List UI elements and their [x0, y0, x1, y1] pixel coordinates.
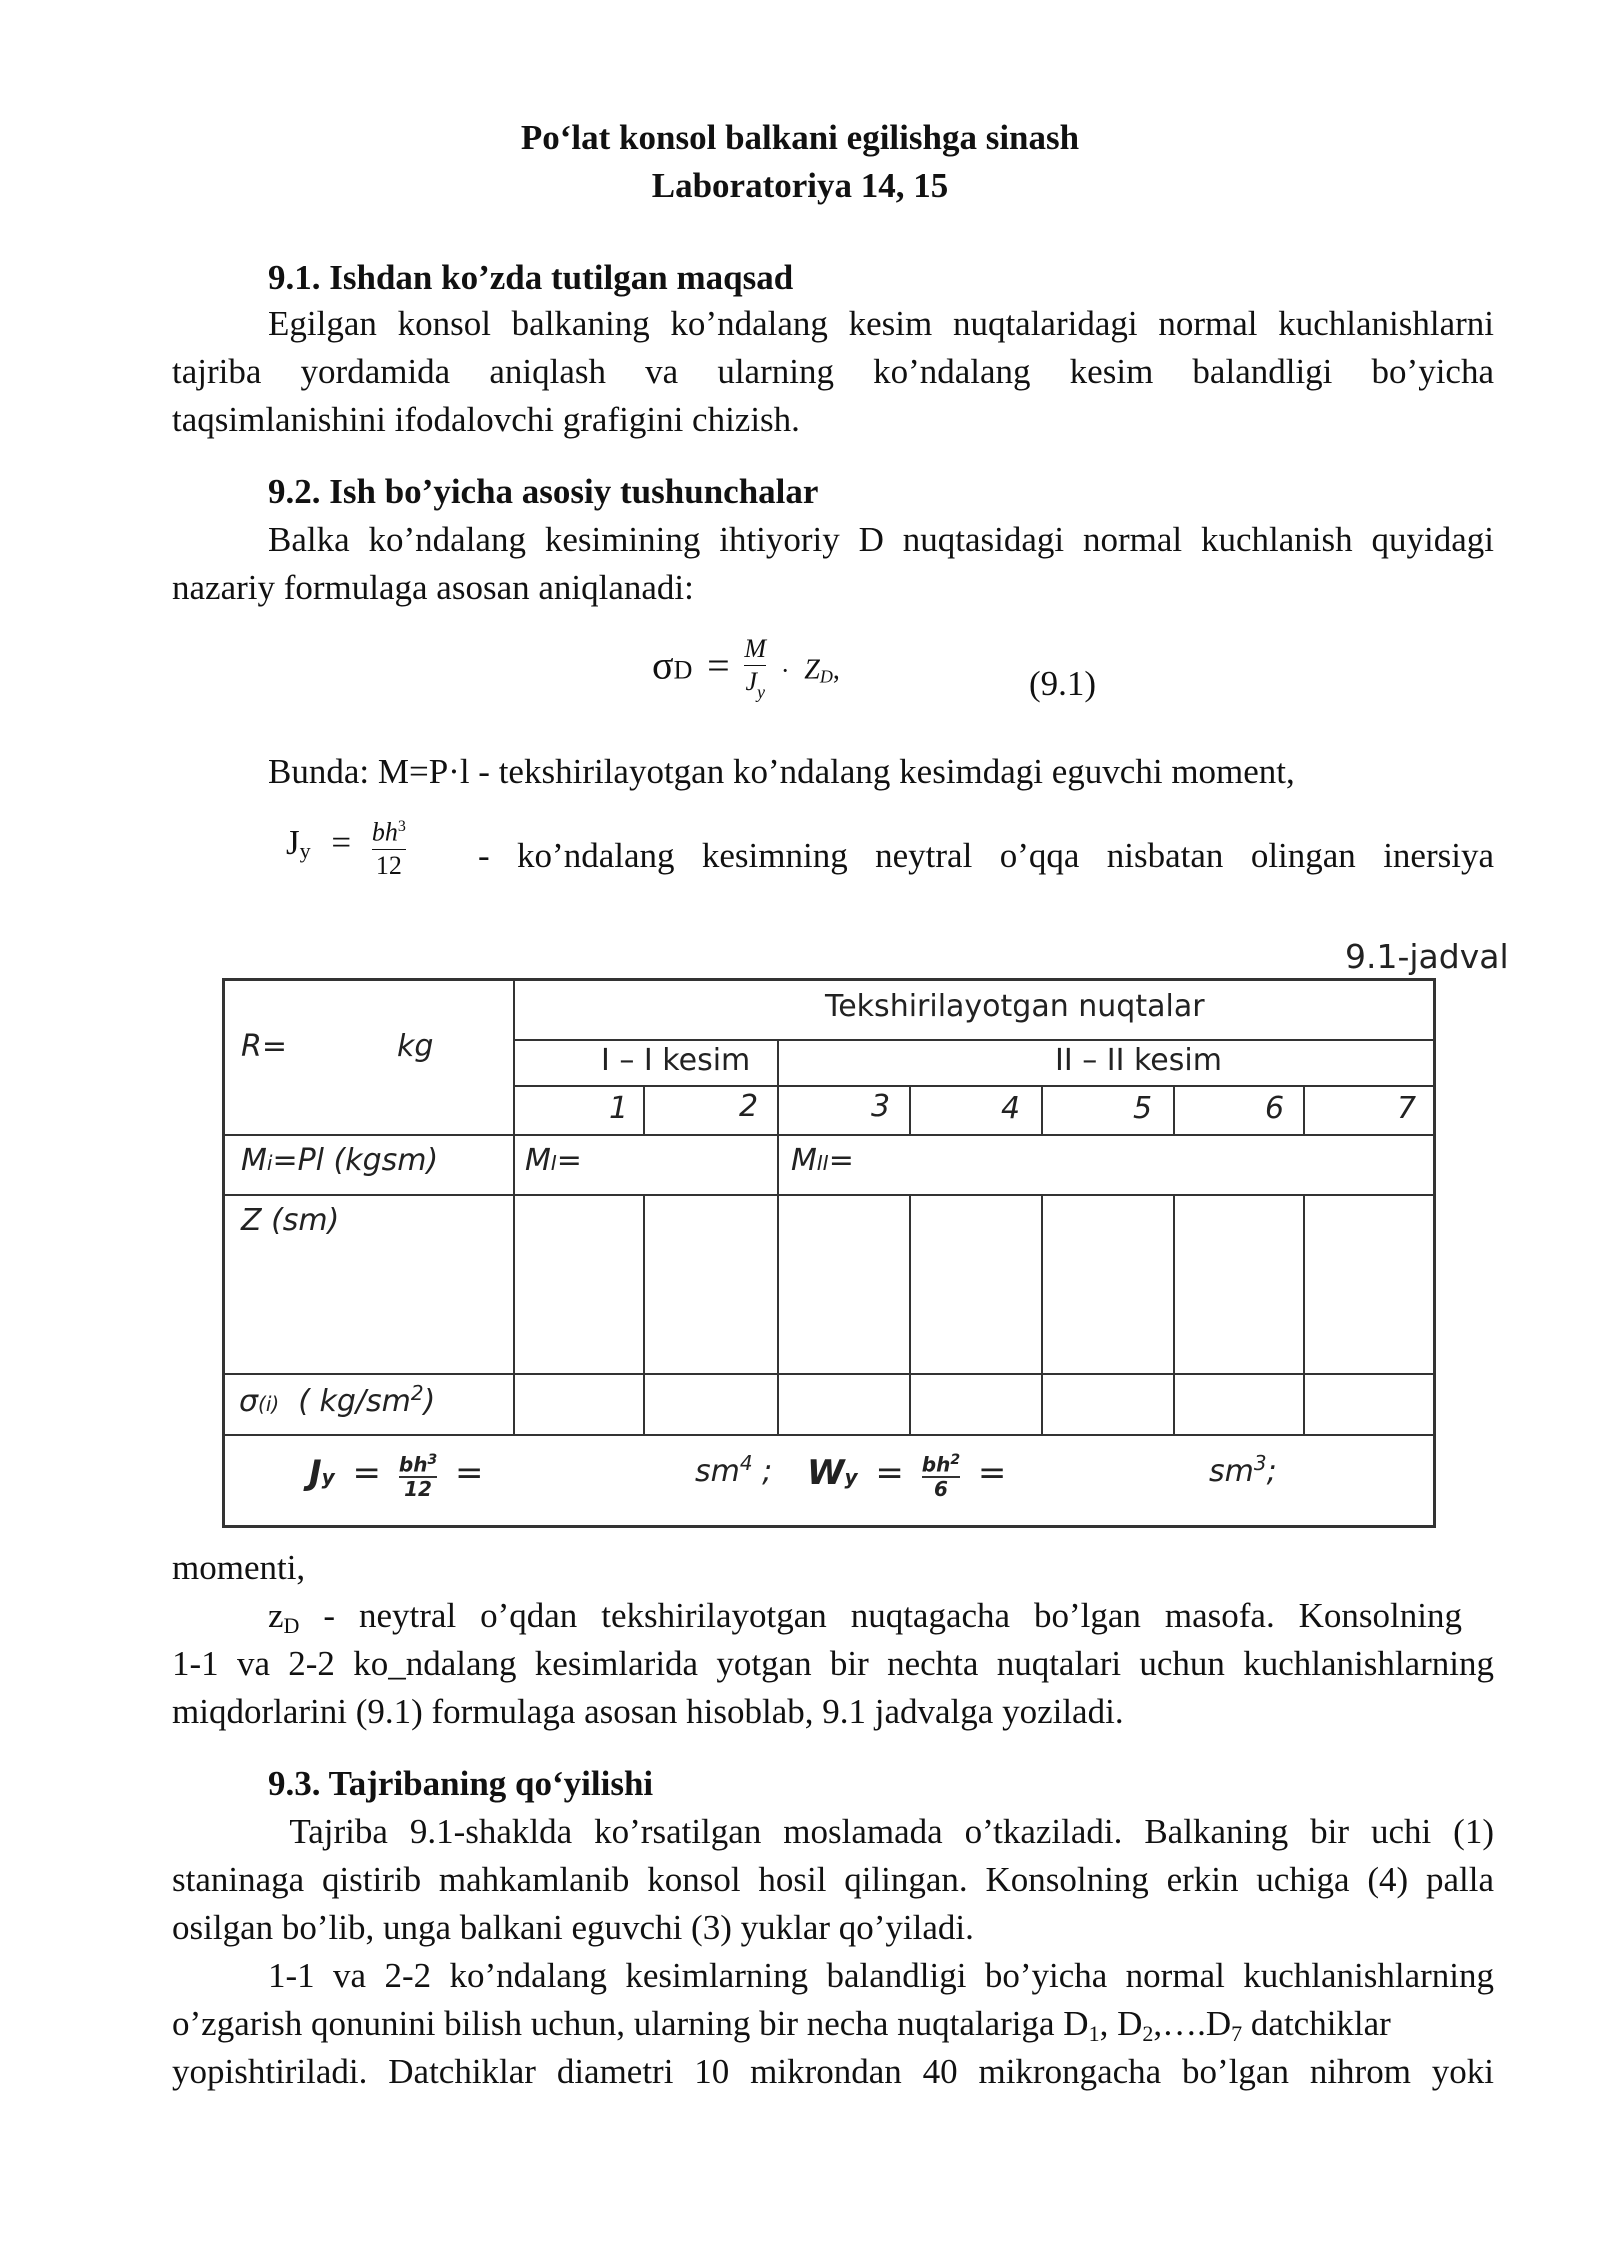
table-point: 6 — [1265, 1091, 1285, 1126]
jy-label: Jy — [286, 823, 311, 864]
paragraph-line: Bunda: M=P·l - tekshirilayotgan ko’ndalang kesimdagi eguvchi moment, — [268, 752, 1295, 791]
paragraph-line: staninaga qistirib mahkamlanib konsol hosil qilingan. Konsolning erkin uchiga (4) palla — [172, 1860, 1494, 1899]
formula-sigma-sub: D — [673, 655, 693, 685]
paragraph-line: yopishtiriladi. Datchiklar diametri 10 mikrondan 40 mikrongacha bo’lgan nihrom yoki — [172, 2052, 1494, 2091]
table-group-header: Tekshirilayotgan nuqtalar — [825, 989, 1205, 1024]
paragraph-line: o’zgarish qonunini bilish uchun, ularning bir necha nuqtalariga $D_1$, $D_2,\dots.D_7$ datchiklar — [172, 2004, 1391, 2046]
paragraph-line: Egilgan konsol balkaning ko’ndalang kesim nuqtalaridagi normal kuchlanishlarni — [268, 304, 1494, 343]
fraction-bar — [744, 665, 766, 666]
table-rule — [513, 1085, 1433, 1087]
table-9-1 — [222, 978, 1436, 1528]
table-point: 7 — [1397, 1091, 1417, 1126]
paragraph-line: - ko’ndalang kesimning neytral o’qqa nisbatan olingan inersiya — [478, 836, 1494, 875]
paragraph-line: Tajriba 9.1-shaklda ko’rsatilgan moslamada o’tkaziladi. Balkaning bir uchi (1) — [268, 1812, 1494, 1851]
table-footer-wy: Wy = $\frac{bh^2}{6}$ = — [807, 1452, 1007, 1501]
section-heading-9-3: 9.3. Tajribaning qo‘yilishi — [268, 1764, 654, 1803]
table-rule — [513, 981, 515, 1434]
jy-equals: = — [331, 823, 352, 863]
table-row-z: Z (sm) — [241, 1203, 340, 1238]
table-rule — [909, 1194, 911, 1434]
paragraph-line: miqdorlarini (9.1) formulaga asosan hisoblab, 9.1 jadvalga yoziladi. — [172, 1692, 1124, 1731]
paragraph-line: 1-1 va 2-2 ko_ndalang kesimlarida yotgan bir nechta nuqtalari uchun kuchlanishlarning — [172, 1644, 1494, 1683]
paragraph-line: 1-1 va 2-2 ko’ndalang kesimlarning balandligi bo’yicha normal kuchlanishlarning — [268, 1956, 1494, 1995]
formula-jy — [286, 812, 406, 881]
table-rule — [225, 1434, 1433, 1436]
table-point: 4 — [1001, 1091, 1021, 1126]
table-point: 2 — [739, 1089, 759, 1124]
table-r-label: R= — [241, 1029, 287, 1064]
table-row-sigma: σ(i) ( $kg/sm^2$) — [239, 1381, 436, 1419]
section-heading-9-1: 9.1. Ishdan ko’zda tutilgan maqsad — [268, 258, 794, 297]
table-rule — [1303, 1085, 1305, 1134]
paragraph-line: momenti, — [172, 1548, 306, 1587]
table-point: 3 — [871, 1089, 891, 1124]
table-caption: 9.1-jadval — [1345, 937, 1509, 976]
table-rule — [643, 1085, 645, 1134]
table-section-1: I – I kesim — [601, 1043, 751, 1078]
table-footer-wy-unit: $sm^3$; — [1209, 1451, 1277, 1489]
formula-sigma: σ — [652, 642, 674, 688]
formula-z: Z — [804, 654, 820, 686]
jy-numerator: $bh^3$ — [371, 817, 406, 847]
table-rule — [1041, 1194, 1043, 1434]
table-point: 1 — [609, 1091, 629, 1126]
table-rule — [777, 1039, 779, 1434]
jy-fraction — [372, 812, 406, 881]
table-rule — [225, 1134, 1433, 1136]
table-rule — [1041, 1085, 1043, 1134]
table-section-2: II – II kesim — [1055, 1043, 1222, 1078]
formula-fraction — [744, 634, 766, 707]
paragraph-line: $z_D$ - neytral o’qdan tekshirilayotgan nuqtagacha bo’lgan masofa. Konsolning — [268, 1596, 1462, 1638]
table-rule — [1173, 1194, 1175, 1434]
formula-comma: , — [832, 654, 840, 686]
document-title: Po‘lat konsol balkani egilishga sinash — [520, 118, 1080, 157]
table-rule — [1303, 1194, 1305, 1434]
table-row-moment: Mi=Pl (kgsm) — [241, 1143, 439, 1178]
table-m1: MI= — [525, 1143, 582, 1178]
table-rule — [1173, 1085, 1175, 1134]
table-rule — [909, 1085, 911, 1134]
table-footer-jy-unit: $sm^4$ ; — [695, 1451, 773, 1489]
fraction-bar — [372, 849, 406, 850]
formula-dot: · — [780, 655, 790, 685]
table-rule — [643, 1194, 645, 1434]
formula-equals: = — [707, 642, 730, 688]
formula-numerator: M — [744, 634, 767, 663]
table-m2: MII= — [791, 1143, 854, 1178]
jy-denominator: 12 — [375, 850, 402, 880]
formula-denominator: $J_y$ — [745, 667, 766, 702]
section-heading-9-2: 9.2. Ish bo’yicha asosiy tushunchalar — [268, 472, 819, 511]
paragraph-line: taqsimlanishini ifodalovchi grafigini chizish. — [172, 400, 800, 439]
paragraph-line: osilgan bo’lib, unga balkani eguvchi (3) yuklar qo’yiladi. — [172, 1908, 974, 1947]
paragraph-line: Balka ko’ndalang kesimining ihtiyoriy D nuqtasidagi normal kuchlanish quyidagi — [268, 520, 1494, 559]
paragraph-line: nazariy formulaga asosan aniqlanadi: — [172, 568, 694, 607]
formula-9-1 — [652, 634, 840, 707]
table-rule — [225, 1373, 1433, 1375]
table-footer-jy: Jy = $\frac{bh^3}{12}$ = — [309, 1452, 484, 1501]
paragraph-line: tajriba yordamida aniqlash va ularning ko’ndalang kesim balandligi bo’yicha — [172, 352, 1494, 391]
document-subtitle: Laboratoriya 14, 15 — [651, 166, 949, 205]
table-r-unit: kg — [397, 1029, 434, 1064]
formula-z-sub: D — [819, 666, 833, 687]
formula-number: (9.1) — [1029, 664, 1097, 703]
table-rule — [513, 1039, 1433, 1041]
table-point: 5 — [1133, 1091, 1153, 1126]
table-rule — [225, 1194, 1433, 1196]
